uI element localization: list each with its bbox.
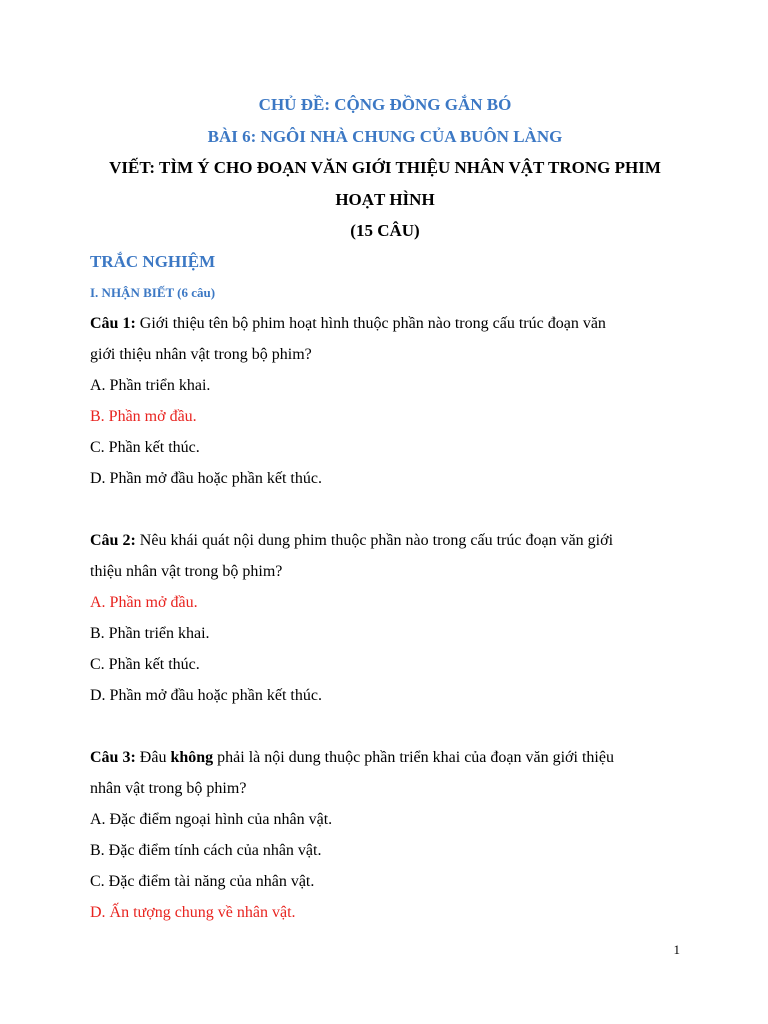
question-text — [90, 308, 680, 339]
option-c: C. Phần kết thúc. — [90, 656, 200, 673]
question-text — [90, 742, 680, 773]
question-label: Câu 3: — [90, 749, 136, 766]
question-text-post: phải là nội dung thuộc phần triển khai của đoạn văn giới thiệu — [213, 749, 614, 766]
question-text-line2: giới thiệu nhân vật trong bộ phim? — [90, 346, 312, 363]
question-text-line2: nhân vật trong bộ phim? — [90, 780, 247, 797]
option-d: D. Phần mở đầu hoặc phần kết thúc. — [90, 687, 322, 704]
option-a: A. Phần triển khai. — [90, 377, 211, 394]
question-3 — [90, 742, 680, 928]
lesson-title: BÀI 6: NGÔI NHÀ CHUNG CỦA BUÔN LÀNG — [207, 126, 563, 146]
question-1 — [90, 308, 680, 494]
option-a: A. Đặc điểm ngoại hình của nhân vật. — [90, 811, 333, 828]
question-text-emphasis: không — [170, 749, 214, 766]
option-b: B. Đặc điểm tính cách của nhân vật. — [90, 842, 322, 859]
document-body — [90, 246, 680, 959]
option-d-correct: D. Ấn tượng chung về nhân vật. — [90, 904, 296, 921]
question-count: (15 CÂU) — [350, 221, 420, 240]
option-b: B. Phần triển khai. — [90, 625, 210, 642]
question-text — [90, 525, 680, 556]
option-b-correct: B. Phần mở đầu. — [90, 408, 197, 425]
writing-title-line1: VIẾT: TÌM Ý CHO ĐOẠN VĂN GIỚI THIỆU NHÂN VẬT TRONG PHIM — [109, 158, 661, 177]
option-c: C. Phần kết thúc. — [90, 439, 200, 456]
page-number: 1 — [673, 942, 680, 957]
question-label: Câu 1: — [90, 315, 136, 332]
section-title: TRẮC NGHIỆM — [90, 252, 216, 271]
writing-title-line2: HOẠT HÌNH — [335, 189, 435, 209]
document-header — [90, 89, 680, 247]
option-c: C. Đặc điểm tài năng của nhân vật. — [90, 873, 315, 890]
question-2 — [90, 525, 680, 711]
question-text-line1: Nêu khái quát nội dung phim thuộc phần nào trong cấu trúc đoạn văn giới — [135, 532, 614, 549]
question-text-pre: Đâu — [135, 749, 171, 766]
topic-title: CHỦ ĐỀ: CỘNG ĐỒNG GẮN BÓ — [258, 95, 512, 114]
question-text-line2: thiệu nhân vật trong bộ phim? — [90, 563, 283, 580]
option-a-correct: A. Phần mở đầu. — [90, 594, 198, 611]
question-text-line1: Giới thiệu tên bộ phim hoạt hình thuộc phần nào trong cấu trúc đoạn văn — [135, 315, 606, 332]
question-label: Câu 2: — [90, 532, 136, 549]
subsection-title: I. NHẬN BIẾT (6 câu) — [90, 285, 216, 300]
option-d: D. Phần mở đầu hoặc phần kết thúc. — [90, 470, 322, 487]
